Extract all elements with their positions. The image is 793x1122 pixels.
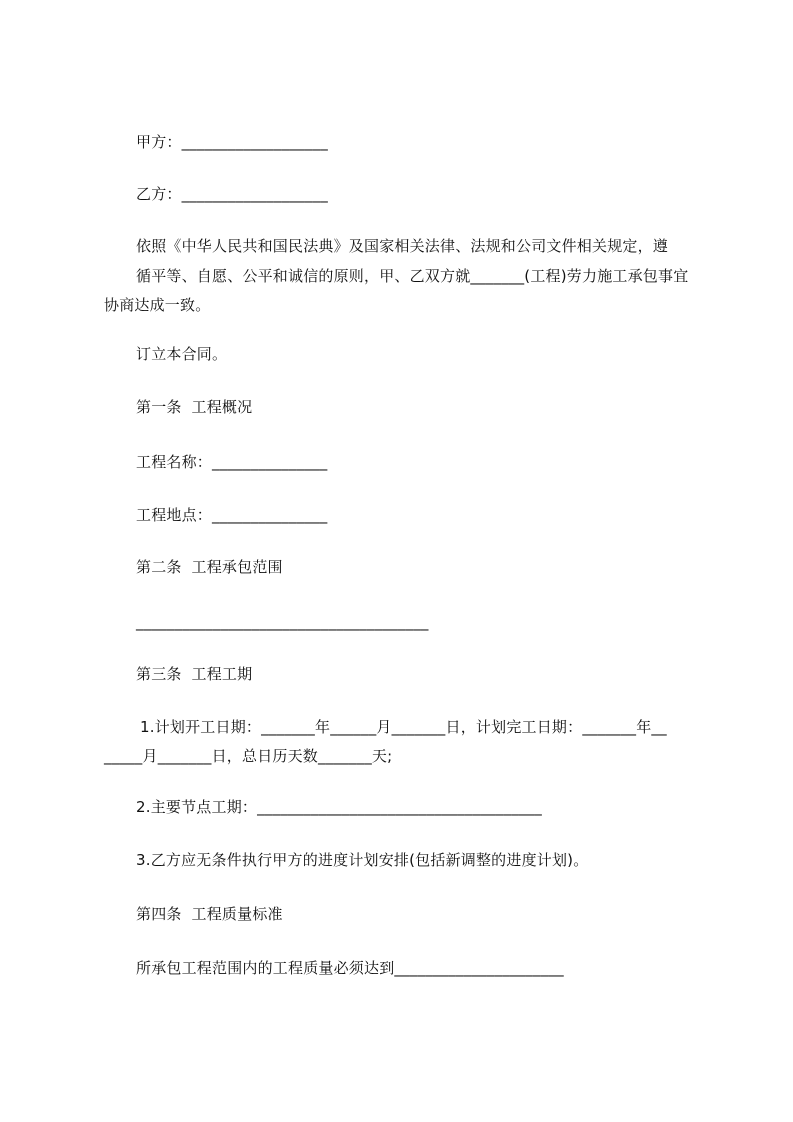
article-4-title: 第四条 工程质量标准 [136,905,283,923]
schedule-item-1-line-2: _____月_______日，总日历天数_______天; [104,747,393,765]
schedule-item-3: 3.乙方应无条件执行甲方的进度计划安排(包括新调整的进度计划)。 [136,851,589,869]
project-location-line: 工程地点：_______________ [136,506,328,524]
quality-text-line: 所承包工程范围内的工程质量必须达到______________________ [136,959,564,977]
article-2-title: 第二条 工程承包范围 [136,558,283,576]
article-3-title: 第三条 工程工期 [136,665,253,683]
preamble-line-3: 协商达成一致。 [104,296,211,314]
scope-blank-line: ______________________________________ [136,613,429,631]
project-name-line: 工程名称：_______________ [136,453,328,471]
article-1-title: 第一条 工程概况 [136,398,253,416]
schedule-item-1-line-1: 1.计划开工日期：_______年______月_______日，计划完工日期：_______年__ [140,718,667,736]
party-a-line: 甲方：___________________ [136,133,328,151]
party-b-line: 乙方：___________________ [136,185,328,203]
conclude-line: 订立本合同。 [136,345,228,363]
schedule-item-2: 2.主要节点工期：_____________________________________ [136,798,543,816]
preamble-line-1: 依照《中华人民共和国民法典》及国家相关法律、法规和公司文件相关规定，遵 [136,237,669,255]
preamble-line-2: 循平等、自愿、公平和诚信的原则，甲、乙双方就_______(工程)劳力施工承包事宜 [136,267,689,285]
